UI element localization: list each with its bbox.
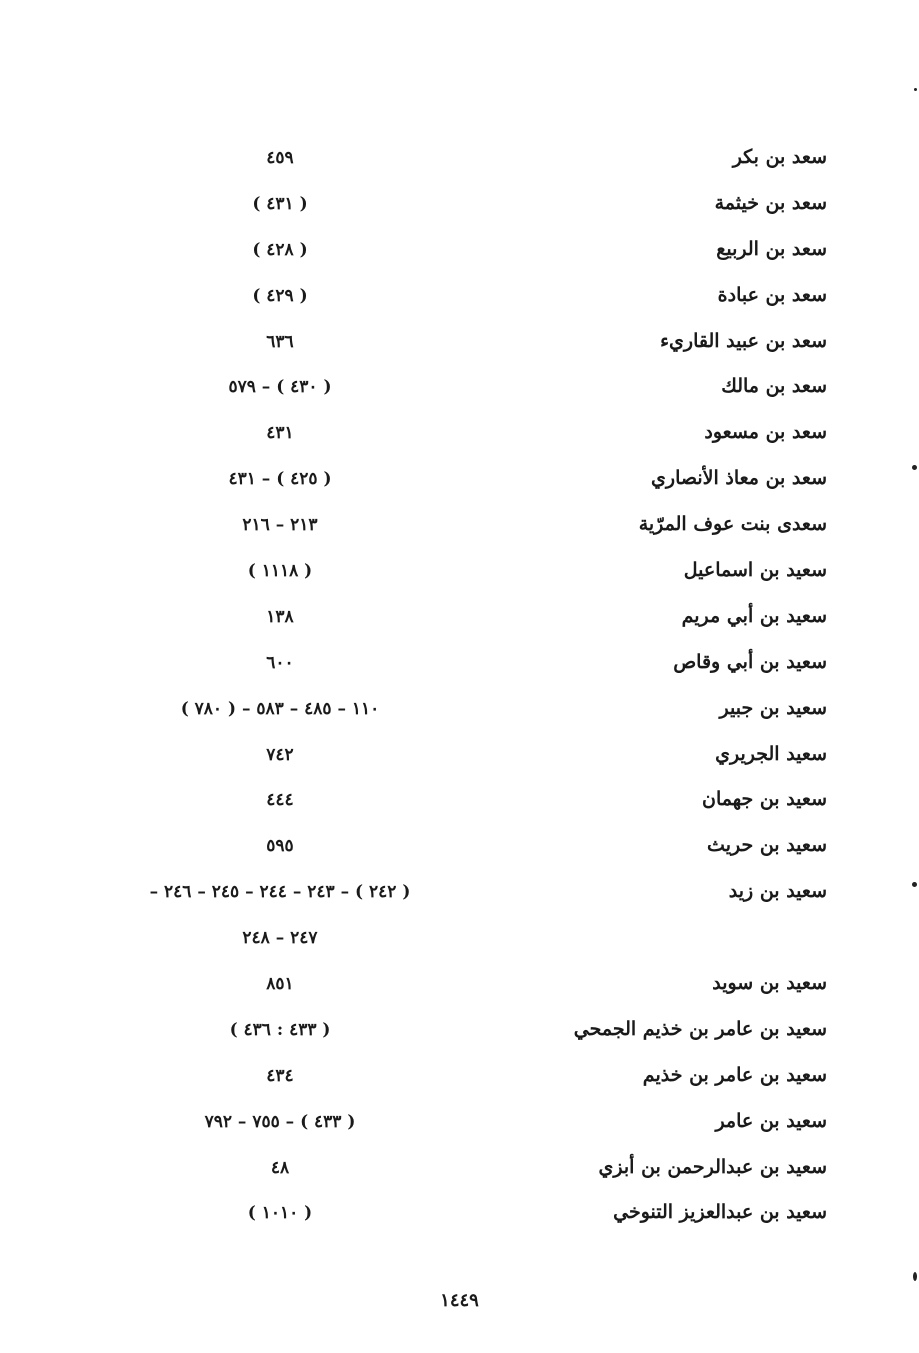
entry-pages: ٦٠٠ (266, 652, 294, 673)
index-entry (0, 1058, 919, 1104)
index-entry (0, 737, 919, 783)
index-entry (0, 1104, 919, 1150)
index-entry (0, 966, 919, 1012)
index-entry (0, 874, 919, 920)
entry-name: سعيد بن سويد (712, 972, 827, 995)
entry-pages: ٤٣٤ (266, 1065, 294, 1086)
entry-name: سعيد بن جهمان (701, 788, 827, 811)
edge-mark (912, 882, 917, 887)
entry-name: سعد بن عبيد القاريء (660, 329, 827, 352)
entry-name: سعيد بن عامر بن خذيم الجمحي (573, 1017, 827, 1040)
entry-name: سعيد بن أبي وقاص (673, 650, 827, 673)
entry-pages: ( ٢٤٢ ) – ٢٤٣ – ٢٤٤ – ٢٤٥ – ٢٤٦ – (149, 882, 411, 903)
index-entry (0, 278, 919, 324)
index-entry (0, 691, 919, 737)
entry-pages: ( ٤٣٣ ) – ٧٥٥ – ٧٩٢ (204, 1111, 356, 1132)
edge-mark (914, 88, 917, 91)
entry-name: سعيد بن زيد (728, 880, 827, 903)
index-entry (0, 232, 919, 278)
entry-name: سعدى بنت عوف المرّية (638, 513, 827, 536)
entry-name: سعد بن مسعود (704, 421, 827, 444)
entry-pages: ١١٠ – ٤٨٥ – ٥٨٣ – ( ٧٨٠ ) (180, 698, 380, 719)
entry-pages: ( ٤٣٣ : ٤٣٦ ) (229, 1019, 331, 1040)
entry-pages: ( ٤٢٨ ) (252, 239, 308, 260)
entry-name: سعد بن الربيع (716, 237, 827, 260)
entry-pages: ٤٤٤ (266, 790, 294, 811)
edge-mark (912, 465, 917, 470)
entry-name: سعيد بن أبي مريم (681, 604, 827, 627)
index-entry (0, 140, 919, 186)
entry-pages: ٤٨ (270, 1157, 290, 1178)
index-entry (0, 599, 919, 645)
entry-name: سعيد بن عبدالعزيز التنوخي (613, 1201, 827, 1224)
entry-name: سعد بن مالك (721, 375, 827, 398)
entry-name: سعد بن عبادة (717, 283, 827, 306)
index-entry (0, 1012, 919, 1058)
index-entry (0, 553, 919, 599)
entry-name: سعيد بن عامر بن خذيم (642, 1063, 827, 1086)
index-entry (0, 186, 919, 232)
entry-pages: ٥٩٥ (266, 836, 294, 857)
entry-pages: ١٣٨ (266, 606, 294, 627)
entry-pages: ( ٤٢٥ ) – ٤٣١ (228, 469, 332, 490)
entry-pages: ( ١١١٨ ) (247, 561, 313, 582)
entry-name: سعد بن خيثمة (714, 191, 827, 214)
entry-pages: ٢٤٧ – ٢٤٨ (242, 928, 318, 949)
entry-name: سعيد بن حريث (707, 834, 827, 857)
index-entry (0, 324, 919, 370)
entry-pages: ( ١٠١٠ ) (247, 1203, 313, 1224)
entry-pages: ( ٤٢٩ ) (252, 285, 308, 306)
index-entry (0, 369, 919, 415)
entry-pages: ٧٤٢ (266, 744, 294, 765)
entry-pages: ٨٥١ (266, 974, 294, 995)
index-entry (0, 1150, 919, 1196)
entry-pages: ٤٣١ (266, 423, 294, 444)
entry-name: سعد بن بكر (732, 146, 827, 168)
index-entry (0, 645, 919, 691)
entry-pages: ٦٣٦ (266, 331, 294, 352)
index-list (0, 140, 919, 1241)
entry-name: سعيد بن جبير (719, 696, 827, 719)
index-entry (0, 1195, 919, 1241)
entry-pages: ( ٤٣١ ) (252, 193, 308, 214)
edge-mark (913, 1272, 917, 1281)
entry-pages: ( ٤٣٠ ) – ٥٧٩ (228, 377, 332, 398)
index-entry (0, 828, 919, 874)
entry-name: سعيد بن عامر (715, 1109, 827, 1132)
index-entry (0, 782, 919, 828)
index-entry (0, 507, 919, 553)
page-number: ١٤٤٩ (440, 1290, 479, 1311)
index-entry (0, 461, 919, 507)
entry-name: سعيد بن عبدالرحمن بن أبزي (598, 1155, 827, 1178)
entry-name: سعد بن معاذ الأنصاري (651, 467, 827, 490)
entry-pages: ٢١٣ – ٢١٦ (242, 515, 318, 536)
index-entry (0, 415, 919, 461)
index-entry (0, 920, 919, 966)
entry-name: سعيد بن اسماعيل (683, 559, 827, 582)
entry-name: سعيد الجريري (715, 742, 827, 765)
entry-pages: ٤٥٩ (266, 148, 294, 168)
